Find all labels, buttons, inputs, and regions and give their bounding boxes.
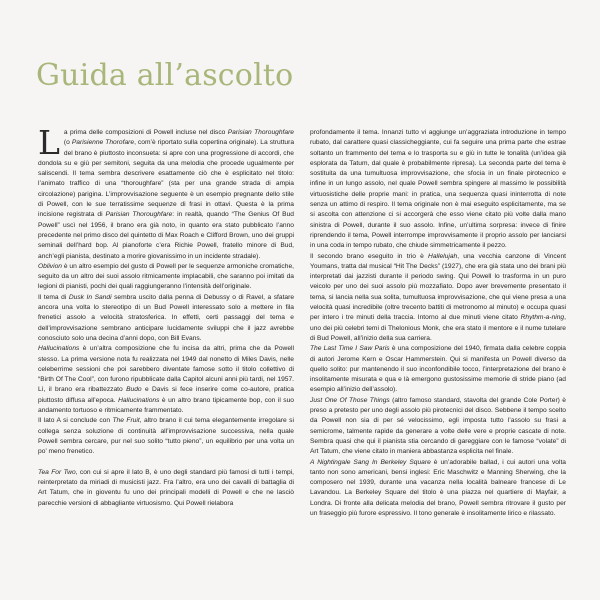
- text-run: , com’è riportato sulla copertina originale). La struttura del brano è piuttosto inconsueta: si apre con una progressione di accordi, che dondola su e giù per semitoni, seguita da una melodia che procede ugualmente per saliscendi. Il tema sembra descrivere esattamente ciò che è esplicitato nel titolo: l’animato traffico di una “thoroughfare” (sta per una grande strada di ampia circolazione) parigina. L’improvvisazione seguente è un esempio pregnante dello stile di Powell, con le sue terratissime sequenze di frasi in ottavi. Questa è la prima incisione registrata di: [38, 139, 295, 219]
- paragraph: [38, 123, 295, 262]
- text-run: (o: [63, 139, 72, 147]
- text-run: è un altro esempio del gusto di Powell per le sequenze armoniche cromatiche, seguito da un altro dei suoi assolo ritmicamente implacabili, che saranno poi imitati da legioni di pianisti, pochi dei quali raggiungeranno l’intensità dell’originale.: [38, 262, 294, 291]
- text-run: e Davis si fece inserire come co-autore, pratica piuttosto diffusa all’epoca.: [38, 386, 294, 404]
- text-run: è un altro brano tipicamente bop, con il suo andamento tortuoso e ritmicamente frammentato.: [38, 396, 294, 415]
- italic-title: Dusk In Sandi: [68, 293, 112, 301]
- italic-title: Hallelujah: [428, 252, 458, 260]
- text-run: , altro brano il cui tema elegantemente irregolare si collega senza soluzione di continuità all’improvvisazione successiva, nella quale Powell sembra cercare, pur nel suo solito “tutto pieno”, un equilibrio per una volta un po’ meno frenetico.: [38, 417, 294, 456]
- text-column-right: [310, 128, 566, 519]
- italic-title: Just One Of Those Things: [310, 396, 390, 404]
- text-run: (altro famoso standard, stavolta del grande Cole Porter) è preso a pretesto per uno degli assolo più pirotecnici del disco. Sebbene il tempo scelto da Powell non sia di per sé velocissimo, egli imposta tutto l’assolo su frasi a semicrome, talmente rapide da generare a volte delle vere e proprie cascate di note. Sembra quasi che qui il pianista stia cercando di gareggiare con le famose “volate” di Art Tatum, che viene citato in maniera abbastanza esplicita nel finale.: [310, 396, 566, 456]
- italic-title: The Fruit: [112, 417, 140, 425]
- text-run: : in realtà, quando “The Genius Of Bud Powell” uscì nel 1956, il brano era già noto, in quanto era stato pubblicato l’anno precedente nel primo disco del quintetto di Max Roach e Clifford Brown, uno dei gruppi seminali dell’hard bop. Al pianoforte c’era Richie Powell, fratello minore di Bud, anch’egli pianista, destinato a morire giovanissimo in un incidente stradale).: [38, 211, 294, 260]
- paragraph: [310, 128, 566, 252]
- text-run: è una composizione del 1940, firmata dalla celebre coppia di autori Jerome Kern e Oscar Hammerstein. Qui si manifesta un Powell diverso da quello solito: pur mantenendo il suo inconfondibile tocco, l’interpretazione del brano è insolitamente misurata e qua e là emergono gustosissime memorie di stride piano (ad esempio all’inizio dell’assolo).: [310, 345, 567, 394]
- paragraph: [310, 458, 566, 520]
- text-run: è un’adorabile ballad, i cui autori una volta tanto non sono americani, bensi inglesi: Eric Maschwitz e Manning Sherwing, che la composero nel 1939, durante una vacanza nella località balneare francese di Le Lavandou. La Berkeley Square del titolo è una piazza nel quartiere di Mayfair, a Londra. Di fronte alla delicata melodia del brano, Powell sembra ritrovare il gusto per un fraseggio più furore espressivo. Il tono generale è insolitamente lirico e rilassato.: [310, 458, 566, 517]
- text-run: Il tema di: [38, 293, 69, 301]
- paragraph: [38, 416, 294, 457]
- text-run: Il secondo brano eseguito in trio è: [310, 252, 429, 260]
- italic-title: Rhythm-a-ning: [520, 314, 565, 322]
- italic-title: Hallucinations: [38, 345, 80, 353]
- page-title: Guida all’ascolto: [36, 58, 294, 93]
- italic-title: Budo: [126, 386, 142, 394]
- text-run: a prima delle composizioni di Powell incluse nel disco: [63, 129, 228, 136]
- paragraph: [310, 252, 566, 345]
- paragraph: [38, 468, 294, 509]
- italic-title: Tea For Two: [38, 468, 76, 476]
- text-column-left: [38, 123, 295, 509]
- text-run: è un’altra composizione che fu incisa da altri, prima che da Powell stesso. La prima versione nota fu realizzata nel 1949 dal nonetto di Miles Davis, nelle celeberrime sessioni che poi sarebbero diventate famose sotto il titolo collettivo di “Birth Of The Cool”, con furono ripubblicate dalla Capitol alcuni anni più tardi, nel 1957. Lì, il brano era ribattezzato: [38, 345, 294, 394]
- paragraph: [38, 344, 294, 416]
- drop-cap: L: [38, 123, 60, 162]
- paragraph: [310, 344, 566, 395]
- text-run: Il lato A si conclude con: [38, 417, 113, 425]
- paragraph: [38, 262, 294, 293]
- italic-title: Parisienne Thorofare: [71, 139, 135, 147]
- text-run: , una vecchia canzone di Vincent Youmans, tratta dal musical “Hit The Decks” (1927), che era già stata uno dei brani più interpretati dai jazzisti durante il periodo swing. Qui Powell lo trasforma in un puro veicolo per uno dei suoi assolo più mozzafiato. Dopo aver brevemente presentato il tema, si lancia nella sua solita, tumultuosa improvvisazione, che qui viene presa a una velocità quasi incredibile (oltre trecento battiti di metronomo al minuto) e occupa quasi per intero i tre minuti della traccia. Intorno al due minuti viene citato: [310, 252, 566, 322]
- italic-title: A Nightingale Sang In Berkeley Square: [310, 458, 431, 466]
- italic-title: Oblivion: [38, 262, 62, 270]
- italic-title: The Last Time I Saw Paris: [310, 345, 390, 353]
- paragraph: [310, 396, 566, 458]
- paragraph: [38, 293, 294, 344]
- text-run: , con cui si apre il lato B, è uno degli standard più famosi di tutti i tempi, reinterpretato da miriadi di musicisti jazz. Fra l’altro, era uno dei cavalli di battaglia di Art Tatum, che in gioventu fu uno dei principali modelli di Powell e che ne lasciò parecchie versioni di abbagliante virtuosismo. Qui Powell rielabora: [38, 468, 294, 507]
- text-run: , uno dei più celebri temi di Thelonious Monk, che era stato il mentore e il nume tutelare di Bud Powell, all’inizio della sua carriera.: [310, 314, 566, 342]
- text-run: profondamente il tema. Innanzi tutto vi aggiunge un’aggraziata introduzione in tempo rubato, dal carattere quasi classicheggiante, cui fa seguire una prima parte che estrae soltanto un frammento del tema e lo trasporta su e giù in tutte le tonalità (un’idea già esplorata da Tatum, dal quale è probabilmente ripresa). La seconda parte del tema è sostituita da una tumultuosa improvvisazione, che sfocia in un finale pirotecnico e infine in un lungo assolo, nel quale Powell sembra spingere al massimo le possibilità virtuosistiche delle proprie mani: in pratica, una sequenza quasi ininterrotta di note senza un attimo di respiro. Il tema originale non è mai eseguito esplicitamente, ma se si ascolta con attenzione ci si accorgerà che esso viene citato più volte dalla mano sinistra di Powell, durante il suo assolo. Infine, un’ultima sorpresa: invece di finire riprendendo il tema, Powell interrompe improvvisamente il proprio assolo per lanciarsi in una coda in tempo rubato, che chiude simmetricamente il pezzo.: [310, 129, 566, 250]
- italic-title: Parisian Thoroughfare: [227, 129, 294, 136]
- italic-title: Parisian Thoroughfare: [105, 211, 173, 219]
- italic-title: Hallucinations: [118, 396, 160, 404]
- text-run: sembra uscito dalla penna di Debussy o di Ravel, a sfatare ancora una volta lo stereotipo di un Bud Powell interessato solo a mettere in fila frenetici assolo a velocità stratosferica. In effetti, certi passaggi del tema e dell’improvvisazione sembrano anticipare lucidamente sviluppi che il jazz avrebbe conosciuto solo una decina d’anni dopo, con Bill Evans.: [38, 293, 295, 342]
